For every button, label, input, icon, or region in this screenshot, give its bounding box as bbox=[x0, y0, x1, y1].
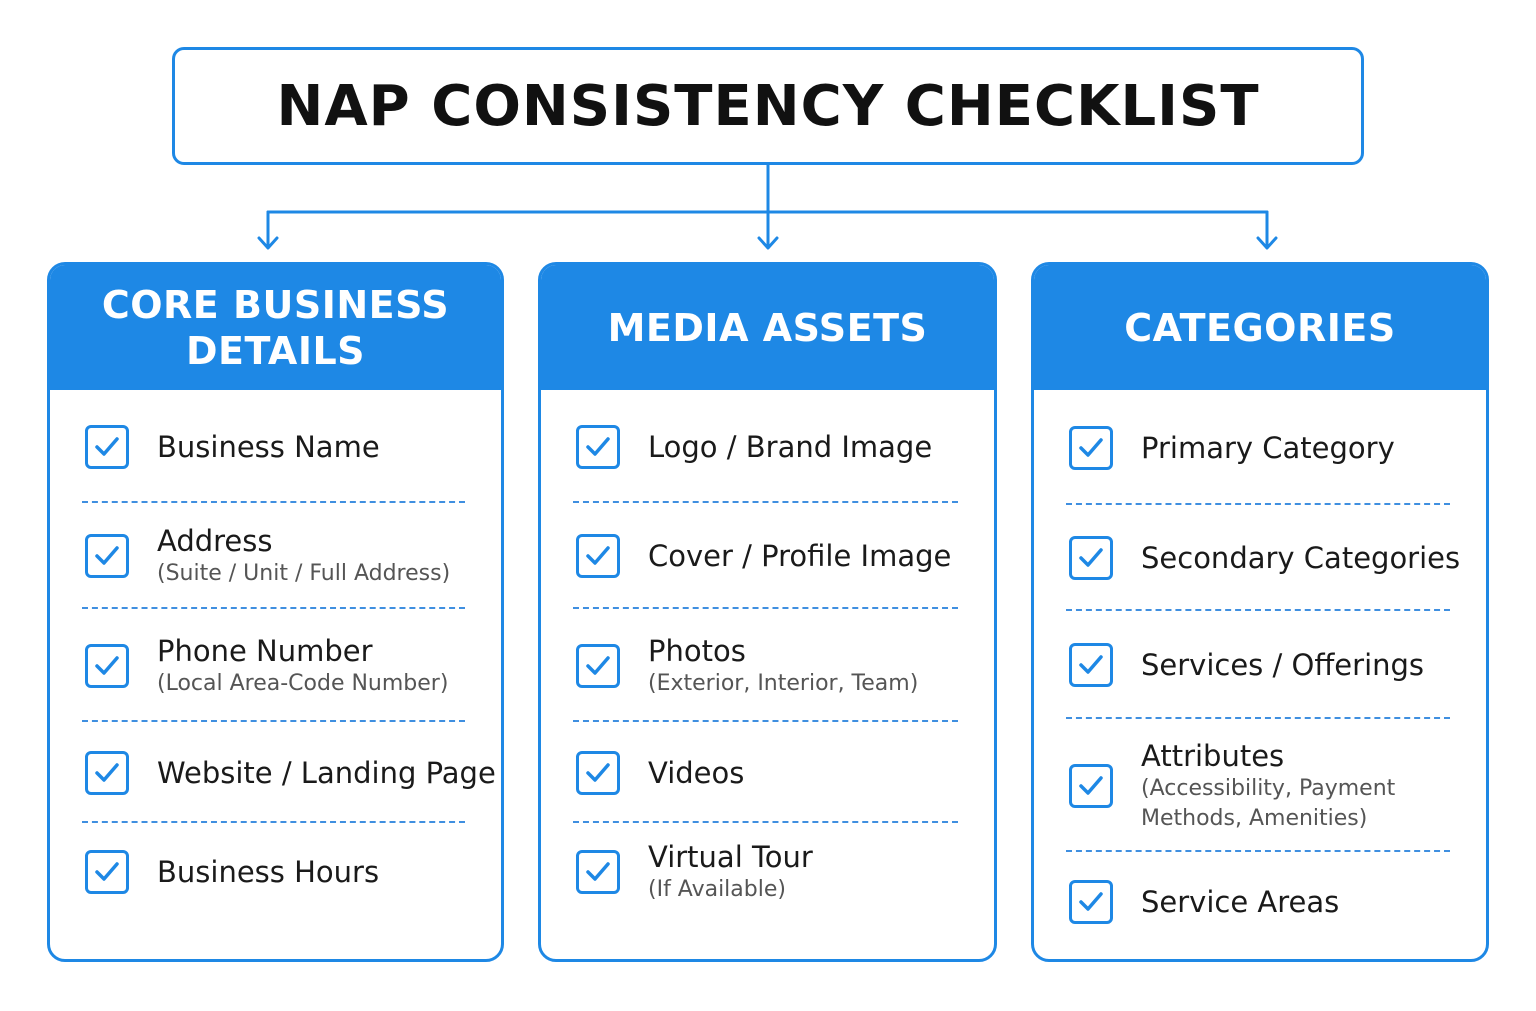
checkmark-icon bbox=[93, 760, 121, 786]
checkbox-checked[interactable] bbox=[85, 534, 129, 578]
item-label: Cover / Profile Image bbox=[648, 539, 952, 573]
panel-categories bbox=[1031, 262, 1489, 962]
panel-header bbox=[50, 265, 501, 390]
checkmark-icon bbox=[584, 434, 612, 460]
checkmark-icon bbox=[1077, 545, 1105, 571]
checklist-item[interactable] bbox=[1066, 390, 1450, 505]
item-label: Service Areas bbox=[1141, 885, 1340, 919]
item-label: Phone Number bbox=[157, 633, 373, 668]
checklist-item[interactable] bbox=[82, 390, 465, 503]
item-label: Virtual Tour bbox=[648, 840, 813, 874]
checkbox-checked[interactable] bbox=[1069, 426, 1113, 470]
checklist-item[interactable] bbox=[573, 722, 958, 823]
item-label: Address bbox=[157, 524, 273, 558]
checkbox-checked[interactable] bbox=[576, 751, 620, 795]
checkmark-icon bbox=[1077, 652, 1105, 678]
item-label: Attributes bbox=[1141, 738, 1285, 773]
arrow-down-icon bbox=[1258, 238, 1276, 248]
checkmark-icon bbox=[584, 543, 612, 569]
item-label: Business Hours bbox=[157, 855, 380, 889]
checkbox-checked[interactable] bbox=[85, 850, 129, 894]
panel-header bbox=[1034, 265, 1486, 390]
checkmark-icon bbox=[584, 859, 612, 885]
item-label: Website / Landing Page bbox=[157, 755, 496, 790]
checkmark-icon bbox=[1077, 435, 1105, 461]
checkmark-icon bbox=[93, 653, 121, 679]
checkmark-icon bbox=[93, 543, 121, 569]
panel-media-assets bbox=[538, 262, 997, 962]
checkbox-checked[interactable] bbox=[576, 534, 620, 578]
item-sublabel: (If Available) bbox=[648, 877, 786, 902]
arrow-down-icon bbox=[259, 238, 277, 248]
checklist-item[interactable] bbox=[1066, 852, 1450, 952]
checkmark-icon bbox=[584, 760, 612, 786]
item-sublabel: (Local Area-Code Number) bbox=[157, 670, 449, 696]
panel-header-title: MEDIA ASSETS bbox=[607, 305, 928, 350]
checklist-item[interactable] bbox=[82, 823, 465, 921]
panel-header-title: CATEGORIES bbox=[1124, 305, 1396, 350]
item-label: Primary Category bbox=[1141, 430, 1395, 465]
checklist-item[interactable] bbox=[82, 503, 465, 609]
checklist-item[interactable] bbox=[82, 722, 496, 823]
checkmark-icon bbox=[1077, 773, 1105, 799]
arrow-down-icon bbox=[759, 238, 777, 248]
panel-header-title: CORE BUSINESS DETAILS bbox=[101, 282, 450, 373]
checkbox-checked[interactable] bbox=[1069, 764, 1113, 808]
checklist-item[interactable] bbox=[573, 503, 958, 609]
checkbox-checked[interactable] bbox=[85, 425, 129, 469]
checkbox-checked[interactable] bbox=[576, 425, 620, 469]
panel-header bbox=[541, 265, 994, 390]
checklist-item[interactable] bbox=[1066, 505, 1461, 611]
checkmark-icon bbox=[584, 653, 612, 679]
item-sublabel: (Accessibility, Payment Methods, Amenities) bbox=[1141, 775, 1396, 831]
item-label: Secondary Categories bbox=[1141, 541, 1461, 575]
checklist-item[interactable] bbox=[1066, 611, 1450, 719]
item-label: Business Name bbox=[157, 429, 380, 464]
checkbox-checked[interactable] bbox=[85, 751, 129, 795]
checkbox-checked[interactable] bbox=[85, 644, 129, 688]
checklist-item[interactable] bbox=[1066, 719, 1450, 852]
checkbox-checked[interactable] bbox=[576, 850, 620, 894]
item-label: Services / Offerings bbox=[1141, 648, 1425, 682]
checkbox-checked[interactable] bbox=[1069, 880, 1113, 924]
checklist-item[interactable] bbox=[573, 390, 958, 503]
item-sublabel: (Suite / Unit / Full Address) bbox=[157, 561, 451, 586]
item-label: Logo / Brand Image bbox=[648, 429, 933, 464]
checkbox-checked[interactable] bbox=[1069, 643, 1113, 687]
item-sublabel: (Exterior, Interior, Team) bbox=[648, 670, 919, 696]
checklist-item[interactable] bbox=[573, 609, 958, 722]
item-label: Videos bbox=[648, 755, 745, 790]
checkmark-icon bbox=[93, 859, 121, 885]
checkbox-checked[interactable] bbox=[1069, 536, 1113, 580]
panel-core-business-details bbox=[47, 262, 504, 962]
item-label: Photos bbox=[648, 633, 746, 668]
checklist-item[interactable] bbox=[573, 823, 958, 921]
checkmark-icon bbox=[1077, 889, 1105, 915]
checkmark-icon bbox=[93, 434, 121, 460]
checkbox-checked[interactable] bbox=[576, 644, 620, 688]
page-title: NAP CONSISTENCY CHECKLIST bbox=[276, 73, 1260, 139]
title-box bbox=[172, 47, 1364, 165]
checklist-item[interactable] bbox=[82, 609, 465, 722]
